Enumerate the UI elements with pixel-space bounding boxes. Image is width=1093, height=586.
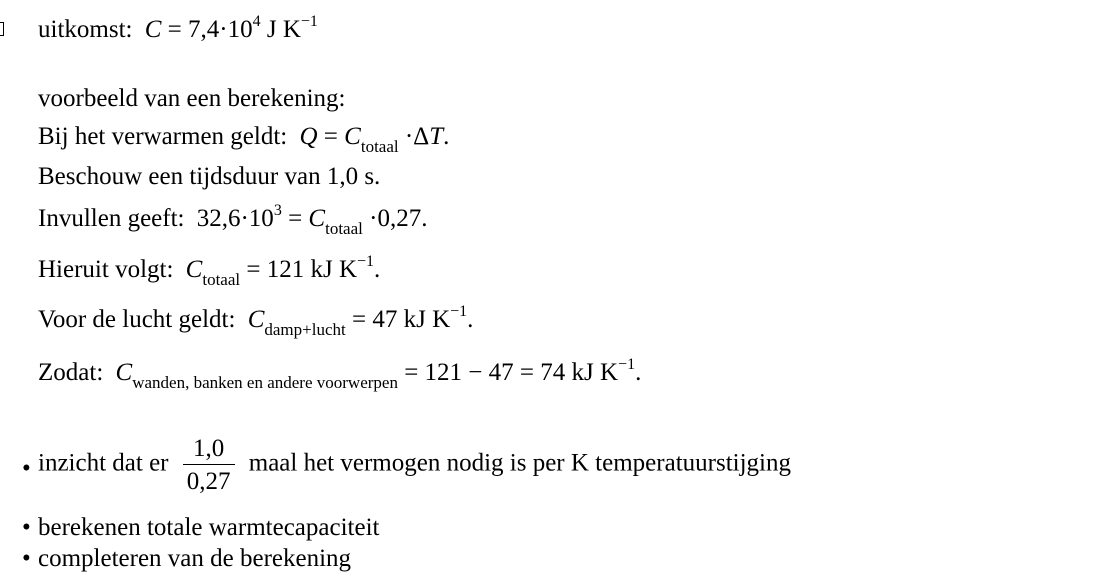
calc-line-3-exp: 3 [273,202,282,219]
bullet-3: • [22,545,31,572]
criterion-1-pre: inzicht dat er [38,449,169,477]
calc-line-4-c: C [185,256,203,283]
calc-line-1-end: . [443,123,450,150]
calc-line-5-exp: −1 [450,303,468,320]
calc-line-3-c: C [308,205,326,232]
calc-line-1-t: T [429,123,444,150]
calc-line-6-text: Zodat: [38,359,104,386]
criterion-1 [38,436,791,494]
calc-line-6-exp: −1 [618,356,636,373]
bullet-1: • [22,455,31,482]
criterion-3: completeren van de berekening [38,545,352,572]
result-exp: 4 [252,13,261,30]
calc-line-6-rest: = 121 − 47 = 74 kJ K [397,359,619,386]
calc-line-4-sub: totaal [202,270,241,289]
calc-line-3-pre: 32,6·10 [196,205,274,232]
calc-line-4-text: Hieruit volgt: [38,256,174,283]
calc-line-4-end: . [374,256,381,283]
calc-line-1-c: C [344,123,361,150]
calc-line-1 [38,124,449,155]
calc-line-4-rest: = 121 kJ K [240,256,357,283]
criterion-1-fraction [183,436,235,494]
calc-intro: voorbeeld van een berekening: [38,85,346,112]
calc-line-4 [38,254,380,288]
fraction-numerator: 1,0 [183,436,235,465]
calc-line-5-end: . [467,306,474,333]
calc-line-5-rest: = 47 kJ K [345,306,451,333]
calc-line-6-c: C [115,359,133,386]
result-unit: J K [266,16,301,43]
calc-line-5-c: C [247,306,265,333]
calc-line-2: Beschouw een tijdsduur van 1,0 s. [38,163,381,190]
result-eq: = 7,4·10 [167,16,253,43]
calc-line-6-end: . [635,359,642,386]
calc-line-6-sub: wanden, banken en andere voorwerpen [132,373,398,392]
result-label: uitkomst: [38,16,133,43]
calc-line-3 [38,203,427,237]
result-unit-exp: −1 [300,13,318,30]
criterion-2: berekenen totale warmtecapaciteit [38,514,380,541]
calc-line-3-rest: ·0,27. [362,205,428,232]
result-var: C [144,16,162,43]
calc-line-6 [38,357,641,391]
fraction-denominator: 0,27 [186,468,231,495]
calc-line-1-q: Q [299,123,318,150]
calc-line-3-eq: = [281,205,309,232]
calc-line-1-eq: = [317,123,345,150]
calc-line-1-rest: ·Δ [398,123,430,150]
calc-line-5 [38,304,473,338]
calc-line-5-text: Voor de lucht geldt: [38,306,236,333]
criterion-1-post: maal het vermogen nodig is per K temperatuurstijging [248,449,791,477]
calc-line-1-text: Bij het verwarmen geldt: [38,123,288,150]
calc-line-5-sub: damp+lucht [264,320,346,339]
bullet-2: • [22,514,31,541]
result-line [38,14,318,42]
calc-line-1-sub: totaal [360,137,399,156]
calc-line-3-text: Invullen geeft: [38,205,185,232]
result-checkbox [0,22,4,36]
calc-line-3-sub: totaal [325,219,363,238]
calc-line-4-exp: −1 [357,253,375,270]
